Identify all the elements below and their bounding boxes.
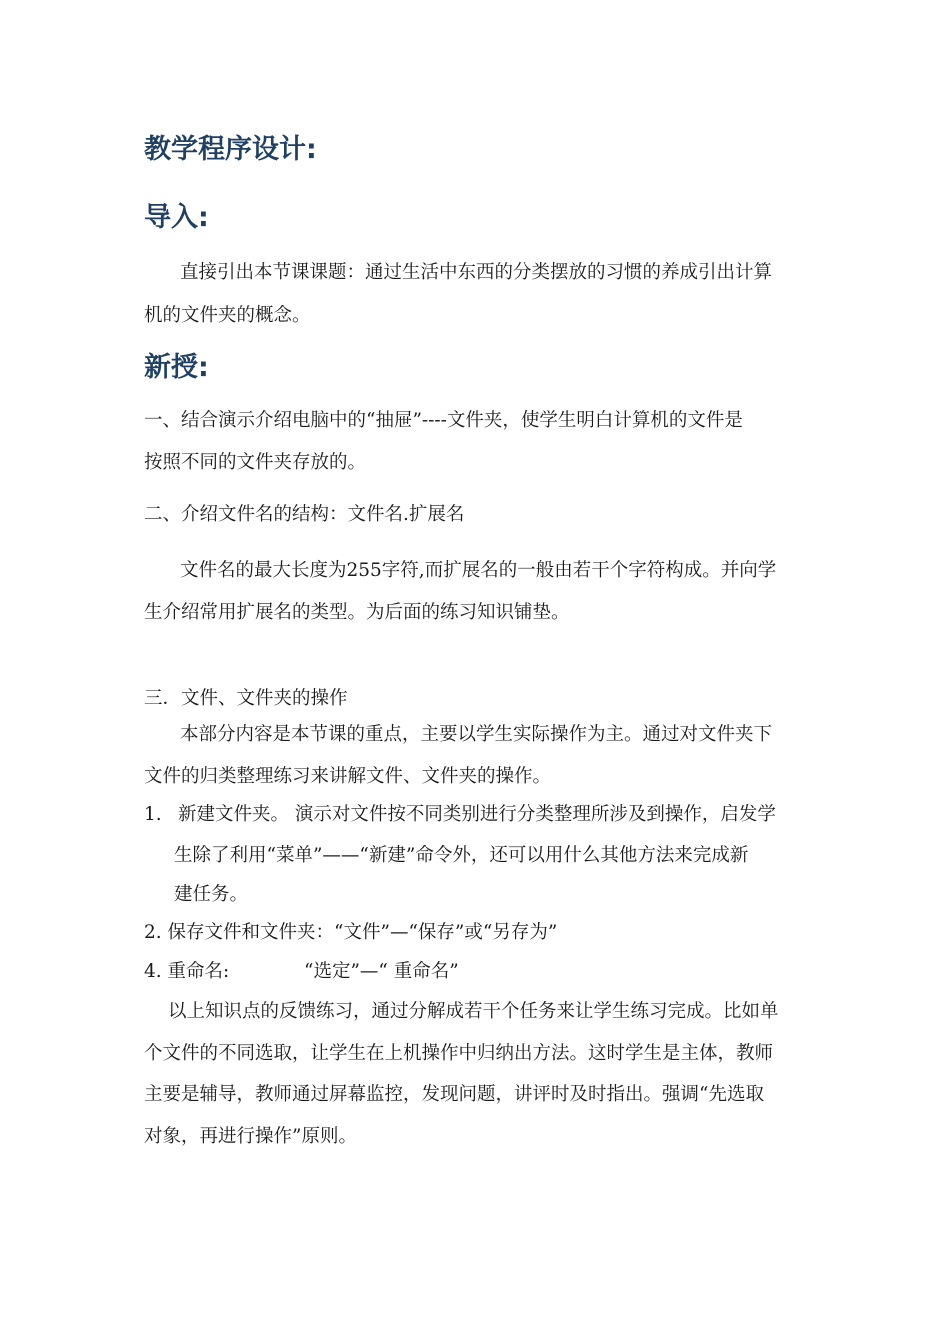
- item1-number: 1.: [144, 804, 162, 825]
- feedback-line-4: 对象，再进行操作”原则。: [144, 1126, 357, 1147]
- intro-line-2: 机的文件夹的概念。: [144, 305, 311, 326]
- section2-line-1: 文件名的最大长度为255字符,而扩展名的一般由若干个字符构成。并向学: [180, 560, 777, 581]
- item4-label: 4. 重命名:: [144, 961, 230, 982]
- item4-value: “选定”—“ 重命名”: [304, 961, 459, 982]
- intro-line-1: 直接引出本节课课题：通过生活中东西的分类摆放的习惯的养成引出计算: [180, 262, 773, 283]
- section3-title: 三．文件、文件夹的操作: [144, 688, 348, 709]
- feedback-line-2: 个文件的不同选取，让学生在上机操作中归纳出方法。这时学生是主体，教师: [144, 1043, 774, 1064]
- item1-line-2: 生除了利用“菜单”——“新建”命令外，还可以用什么其他方法来完成新: [174, 845, 749, 866]
- feedback-line-1: 以上知识点的反馈练习，通过分解成若干个任务来让学生练习完成。比如单: [168, 1001, 779, 1022]
- section3-line-2: 文件的归类整理练习来讲解文件、文件夹的操作。: [144, 766, 552, 787]
- section3-line-1: 本部分内容是本节课的重点，主要以学生实际操作为主。通过对文件夹下: [180, 724, 773, 745]
- section1-line-2: 按照不同的文件夹存放的。: [144, 452, 367, 473]
- section2-title: 二、介绍文件名的结构：文件名.扩展名: [144, 504, 465, 525]
- heading-design: 教学程序设计:: [144, 134, 317, 165]
- item2-text: 2. 保存文件和文件夹：“文件”—“保存”或“另存为”: [144, 922, 558, 943]
- heading-new: 新授:: [144, 352, 209, 383]
- item1-line-1: 新建文件夹。 演示对文件按不同类别进行分类整理所涉及到操作，启发学: [178, 804, 776, 825]
- section1-line-1: 一、结合演示介绍电脑中的“抽屉”----文件夹，使学生明白计算机的文件是: [144, 410, 743, 431]
- section2-line-2: 生介绍常用扩展名的类型。为后面的练习知识铺垫。: [144, 602, 570, 623]
- feedback-line-3: 主要是辅导，教师通过屏幕监控，发现问题，讲评时及时指出。强调“先选取: [144, 1084, 764, 1105]
- heading-intro: 导入:: [144, 202, 209, 233]
- item1-line-3: 建任务。: [174, 884, 249, 905]
